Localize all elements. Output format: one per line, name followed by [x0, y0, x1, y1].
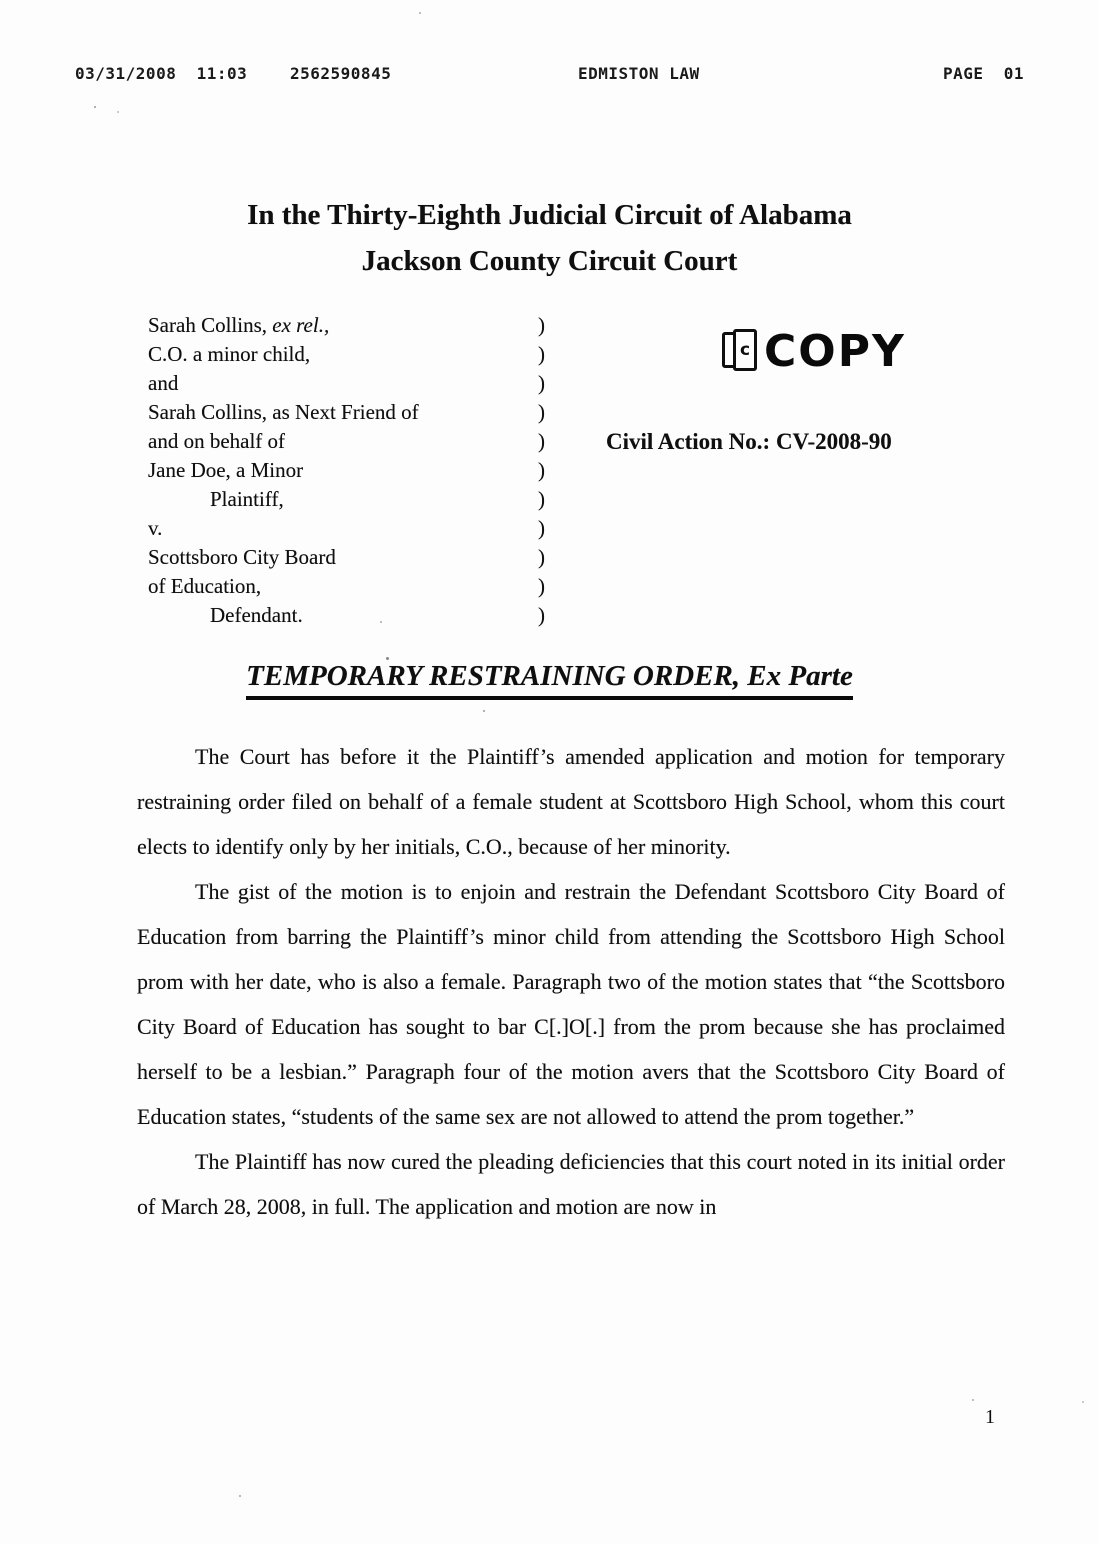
order-heading: TEMPORARY RESTRAINING ORDER, Ex Parte — [246, 660, 853, 700]
caption-plaintiff-label: Plaintiff, — [210, 487, 284, 511]
order-paragraph: The Court has before it the Plaintiff’s amended application and motion for temporary restraining order filed on behalf of a female student at Scottsboro High School, whom this court elects to identify only by her initials, C.O., because of her minority. — [137, 744, 1005, 859]
scan-artifact — [239, 1495, 241, 1497]
caption-paren: ) — [538, 487, 545, 511]
caption-parens — [538, 311, 545, 630]
fax-sender: EDMISTON LAW — [578, 64, 700, 83]
order-paragraph: The gist of the motion is to enjoin and restrain the Defendant Scottsboro City Board of Education from barring the Plaintiff’s minor child from attending the Scottsboro High School prom with her date, who is also a female. Paragraph two of the motion states that “the Scottsboro City Board of Education has sought to bar C[.]O[.] from the prom because she has proclaimed herself to be a lesbian.” Paragraph four of the motion avers that the Scottsboro City Board of Education states, “students of the same sex are not allowed to attend the prom together.” — [137, 879, 1005, 1129]
caption-paren: ) — [538, 516, 545, 540]
scan-artifact — [94, 106, 96, 108]
caption-plaintiff-name: Sarah Collins, — [148, 313, 273, 337]
caption-paren: ) — [538, 574, 545, 598]
copy-icon-front-page: c — [733, 329, 757, 371]
case-caption — [148, 311, 538, 630]
copy-pages-icon — [722, 329, 762, 375]
fax-number: 2562590845 — [290, 64, 392, 83]
order-heading-wrap — [0, 660, 1099, 700]
caption-paren: ) — [538, 400, 545, 424]
caption-line-plaintiff1 — [148, 311, 538, 340]
caption-line: Sarah Collins, as Next Friend of — [148, 400, 419, 424]
caption-ex-rel: ex rel., — [272, 313, 330, 337]
caption-paren: ) — [538, 371, 545, 395]
scan-artifact — [419, 12, 421, 14]
copy-stamp-label: COPY — [764, 326, 906, 377]
copy-stamp — [722, 326, 906, 377]
scan-artifact — [1082, 1401, 1084, 1403]
scan-artifact — [117, 111, 119, 113]
order-body — [137, 734, 1005, 1229]
caption-line: and on behalf of — [148, 429, 286, 453]
civil-action-number: Civil Action No.: CV-2008-90 — [606, 429, 892, 454]
caption-paren: ) — [538, 545, 545, 569]
caption-defendant-label: Defendant. — [210, 603, 303, 627]
court-title-line1: In the Thirty-Eighth Judicial Circuit of Alabama — [247, 199, 852, 231]
court-title-line2: Jackson County Circuit Court — [361, 245, 738, 277]
order-paragraph: The Plaintiff has now cured the pleading deficiencies that this court noted in its initial order of March 28, 2008, in full. The application and motion are now in — [137, 1149, 1005, 1219]
caption-line: Jane Doe, a Minor — [148, 458, 304, 482]
court-title — [0, 192, 1099, 284]
caption-line: of Education, — [148, 574, 262, 598]
caption-line: and — [148, 371, 179, 395]
caption-line: Scottsboro City Board — [148, 545, 336, 569]
caption-paren: ) — [538, 429, 545, 453]
caption-line: C.O. a minor child, — [148, 342, 311, 366]
scan-artifact — [972, 1399, 974, 1401]
caption-paren: ) — [538, 603, 545, 627]
caption-versus: v. — [148, 516, 163, 540]
caption-paren: ) — [538, 342, 545, 366]
page-number: 1 — [985, 1406, 995, 1428]
caption-paren: ) — [538, 313, 545, 337]
scan-artifact — [483, 710, 485, 712]
fax-page-label: PAGE 01 — [943, 64, 1025, 83]
caption-paren: ) — [538, 458, 545, 482]
fax-datetime: 03/31/2008 11:03 — [75, 64, 248, 83]
